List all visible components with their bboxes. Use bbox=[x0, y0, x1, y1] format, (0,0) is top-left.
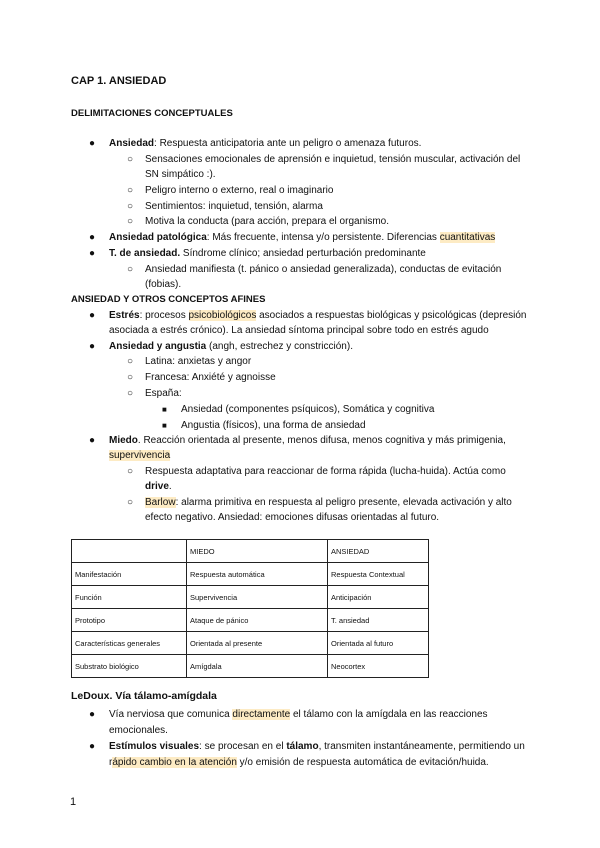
tansiedad-sub1b: (fobias). bbox=[145, 279, 182, 290]
bullet-circle: ○ bbox=[127, 497, 134, 508]
bullet-circle: ○ bbox=[127, 216, 134, 227]
barlow-def: : alarma primitiva en respuesta al peligro presente, elevada activación y alto bbox=[175, 497, 512, 508]
table-cell: Amígdala bbox=[187, 655, 328, 678]
ledoux-b2-pre: : se procesan en el bbox=[199, 741, 287, 752]
ledoux-b1-post: el tálamo con la amígdala en las reacciones bbox=[290, 709, 488, 720]
bullet-circle: ○ bbox=[127, 201, 134, 212]
tansiedad-term: T. de ansiedad. bbox=[109, 248, 181, 259]
estres-post: asociados a respuestas biológicas y psicológicas (depresión bbox=[256, 310, 527, 321]
bullet-dot: ● bbox=[89, 138, 96, 149]
bullet-dot: ● bbox=[89, 248, 96, 259]
bullet-circle: ○ bbox=[127, 356, 134, 367]
miedo-sub1a: Respuesta adaptativa para reaccionar de forma rápida (lucha-huida). Actúa como bbox=[145, 466, 506, 477]
bullet-circle: ○ bbox=[127, 154, 134, 165]
bullet-circle: ○ bbox=[127, 264, 134, 275]
chapter-title: CAP 1. ANSIEDAD bbox=[71, 75, 167, 87]
table-cell: Función bbox=[72, 586, 187, 609]
ansiedad-item bbox=[109, 137, 421, 150]
table-cell: Supervivencia bbox=[187, 586, 328, 609]
ansiedad-def: : Respuesta anticipatoria ante un peligro o amenaza futuros. bbox=[154, 138, 422, 149]
table-cell: Respuesta automática bbox=[187, 563, 328, 586]
angustia-subsub1: Ansiedad (componentes psíquicos), Somática y cognitiva bbox=[181, 404, 435, 415]
table-row bbox=[72, 586, 429, 609]
table-cell: Prototipo bbox=[72, 609, 187, 632]
miedo-term: Miedo bbox=[109, 435, 138, 446]
table-row bbox=[72, 563, 429, 586]
angustia-sub2: Francesa: Anxiété y agnoisse bbox=[145, 372, 276, 383]
ansiedad-sub1a: Sensaciones emocionales de aprensión e inquietud, tensión muscular, activación del bbox=[145, 154, 521, 165]
table-cell: Neocortex bbox=[328, 655, 429, 678]
estres-term: Estrés bbox=[109, 310, 140, 321]
angustia-sub3: España: bbox=[145, 388, 182, 399]
miedo-line2 bbox=[109, 449, 170, 462]
tansiedad-sub1a: Ansiedad manifiesta (t. pánico o ansiedad generalizada), conductas de evitación bbox=[145, 264, 502, 275]
talamo-term: tálamo bbox=[286, 741, 319, 752]
estres-item bbox=[109, 309, 526, 322]
tansiedad-def: Síndrome clínico; ansiedad perturbación predominante bbox=[180, 248, 426, 259]
highlight-directamente: directamente bbox=[232, 709, 291, 720]
page-number: 1 bbox=[70, 796, 77, 808]
angustia-sub1: Latina: anxietas y angor bbox=[145, 356, 252, 367]
bullet-dot: ● bbox=[89, 435, 96, 446]
bullet-circle: ○ bbox=[127, 372, 134, 383]
ledoux-b1-pre: Vía nerviosa que comunica bbox=[109, 709, 233, 720]
table-cell: Manifestación bbox=[72, 563, 187, 586]
miedo-def: . Reacción orientada al presente, menos difusa, menos cognitiva y más primigenia, bbox=[137, 435, 506, 446]
table-row bbox=[72, 655, 429, 678]
bullet-dot: ● bbox=[89, 741, 96, 752]
bullet-square: ■ bbox=[162, 421, 167, 430]
bullet-dot: ● bbox=[89, 709, 96, 720]
patologica-def: : Más frecuente, intensa y/o persistente. Diferencias bbox=[206, 232, 440, 243]
patologica-term: Ansiedad patológica bbox=[109, 232, 207, 243]
bullet-circle: ○ bbox=[127, 466, 134, 477]
ansiedad-sub1b: SN simpático :). bbox=[145, 169, 216, 180]
table-row bbox=[72, 609, 429, 632]
drive-term: drive bbox=[145, 481, 169, 492]
angustia-def: (angh, estrechez y constricción). bbox=[206, 341, 353, 352]
drive-period: . bbox=[168, 481, 172, 492]
table-cell: Anticipación bbox=[328, 586, 429, 609]
table-cell: Respuesta Contextual bbox=[328, 563, 429, 586]
ledoux-heading: LeDoux. Vía tálamo-amígdala bbox=[71, 690, 217, 702]
highlight-rapido-cambio: ápido cambio en la atención bbox=[112, 757, 237, 768]
highlight-supervivencia: supervivencia bbox=[109, 450, 171, 461]
ledoux-b2 bbox=[109, 740, 525, 753]
angustia-item bbox=[109, 340, 353, 353]
table-cell: Características generales bbox=[72, 632, 187, 655]
table-header-row bbox=[72, 540, 429, 563]
table-row bbox=[72, 632, 429, 655]
highlight-barlow: Barlow bbox=[145, 497, 176, 508]
comparison-table bbox=[71, 539, 429, 678]
ledoux-b2-l2-post: y/o emisión de respuesta automática de evitación/huida. bbox=[236, 757, 489, 768]
bullet-dot: ● bbox=[89, 232, 96, 243]
table-header-cell bbox=[72, 540, 187, 563]
ledoux-b2-post: , transmiten instantáneamente, permitiendo un bbox=[318, 741, 525, 752]
table-cell: Ataque de pánico bbox=[187, 609, 328, 632]
ledoux-b1 bbox=[109, 708, 488, 721]
angustia-subsub2: Angustia (físicos), una forma de ansiedad bbox=[181, 420, 366, 431]
patologica-item bbox=[109, 231, 495, 244]
ansiedad-term: Ansiedad bbox=[109, 138, 155, 149]
ansiedad-sub2: Peligro interno o externo, real o imaginario bbox=[145, 185, 334, 196]
tansiedad-item bbox=[109, 247, 426, 260]
estres-line2: asociada a estrés crónico). La ansiedad síntoma principal sobre todo en estrés agudo bbox=[109, 325, 489, 336]
bullet-dot: ● bbox=[89, 341, 96, 352]
table-cell: Orientada al presente bbox=[187, 632, 328, 655]
table-header-cell: ANSIEDAD bbox=[328, 540, 429, 563]
ledoux-b2-line2 bbox=[109, 756, 489, 769]
highlight-psicobiologicos: psicobiológicos bbox=[188, 310, 257, 321]
miedo-sub2a-line bbox=[145, 496, 512, 509]
bullet-dot: ● bbox=[89, 310, 96, 321]
table-cell: T. ansiedad bbox=[328, 609, 429, 632]
estimulos-term: Estímulos visuales bbox=[109, 741, 200, 752]
ledoux-b2-l2-pre: r bbox=[109, 757, 113, 768]
estres-pre: : procesos bbox=[139, 310, 189, 321]
miedo-sub2b: efecto negativo. Ansiedad: emociones difusas orientadas al futuro. bbox=[145, 512, 440, 523]
miedo-item bbox=[109, 434, 506, 447]
ansiedad-sub4: Motiva la conducta (para acción, prepara el organismo. bbox=[145, 216, 390, 227]
ansiedad-sub3: Sentimientos: inquietud, tensión, alarma bbox=[145, 201, 323, 212]
section-heading-delimitaciones: DELIMITACIONES CONCEPTUALES bbox=[71, 108, 233, 119]
bullet-circle: ○ bbox=[127, 388, 134, 399]
miedo-sub1b-line bbox=[145, 480, 172, 493]
table-header-cell: MIEDO bbox=[187, 540, 328, 563]
angustia-term: Ansiedad y angustia bbox=[109, 341, 207, 352]
highlight-cuantitativas: cuantitativas bbox=[439, 232, 496, 243]
ledoux-b1-line2: emocionales. bbox=[109, 725, 168, 736]
bullet-square: ■ bbox=[162, 405, 167, 414]
bullet-circle: ○ bbox=[127, 185, 134, 196]
section-heading-conceptos: ANSIEDAD Y OTROS CONCEPTOS AFINES bbox=[71, 294, 266, 305]
table-cell: Orientada al futuro bbox=[328, 632, 429, 655]
table-cell: Substrato biológico bbox=[72, 655, 187, 678]
